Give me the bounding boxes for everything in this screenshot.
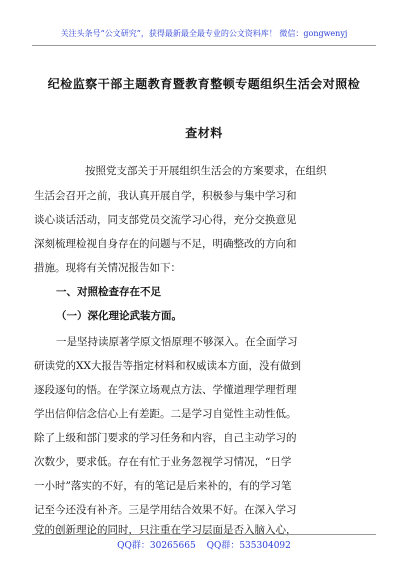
body-line: 按照党支部关于开展组织生活会的方案要求，在组织 — [85, 165, 327, 177]
body-line: 次数少，要求低。存在有忙于业务忽视学习情况，“日学 — [34, 456, 292, 468]
body-line: 一小时”落实的不好，有的笔记是后来补的，有的学习笔 — [34, 480, 292, 492]
header-promo: 关注头条号“公文研究”，获得最新最全最专业的公文资料库！ 微信：gongwenyj — [60, 29, 348, 38]
body-line: 生活会召开之前，我认真开展自学，积极参与集中学习和 — [34, 190, 297, 202]
section-heading: 一、对照检查存在不足 — [56, 286, 161, 298]
body-line: 学出信仰信念信心上有差距。二是学习自觉性主动性低。 — [34, 408, 297, 420]
footer — [0, 538, 408, 551]
body-line: 谈心谈话活动，同支部党员交流学习心得，充分交换意见 — [34, 214, 297, 226]
body-line: 研读党的XX大报告等指定材料和权威读本方面，没有做到 — [34, 360, 301, 372]
document-title-line2: 查材料 — [185, 126, 223, 140]
subsection-heading: （一）深化理论武装方面。 — [56, 310, 182, 322]
body-line: 记至今还没有补齐。三是学用结合效果不好。在深入学习 — [34, 504, 297, 516]
header-divider — [32, 45, 376, 46]
footer-qq-group-2: QQ群：535304092 — [206, 541, 291, 551]
body-line: 除了上级和部门要求的学习任务和内容，自己主动学习的 — [34, 432, 297, 444]
body-line: 党的创新理论的同时，只注重在学习层面是否入脑入心， — [34, 524, 297, 536]
body-line: 深刻梳理检视自身存在的问题与不足，明确整改的方向和 — [34, 238, 297, 250]
document-title-line1: 纪检监察干部主题教育暨教育整顿专题组织生活会对照检 — [47, 77, 361, 91]
body-line: 一是坚持读原著学原文悟原理不够深入。在全面学习 — [56, 336, 298, 348]
body-line: 措施。现将有关情况报告如下： — [34, 262, 181, 274]
footer-divider — [32, 534, 376, 535]
body-line: 逐段逐句的悟。在学深立场观点方法、学懂道理学理哲理 — [34, 384, 297, 396]
footer-qq-group-1: QQ群：30265665 — [117, 541, 196, 551]
